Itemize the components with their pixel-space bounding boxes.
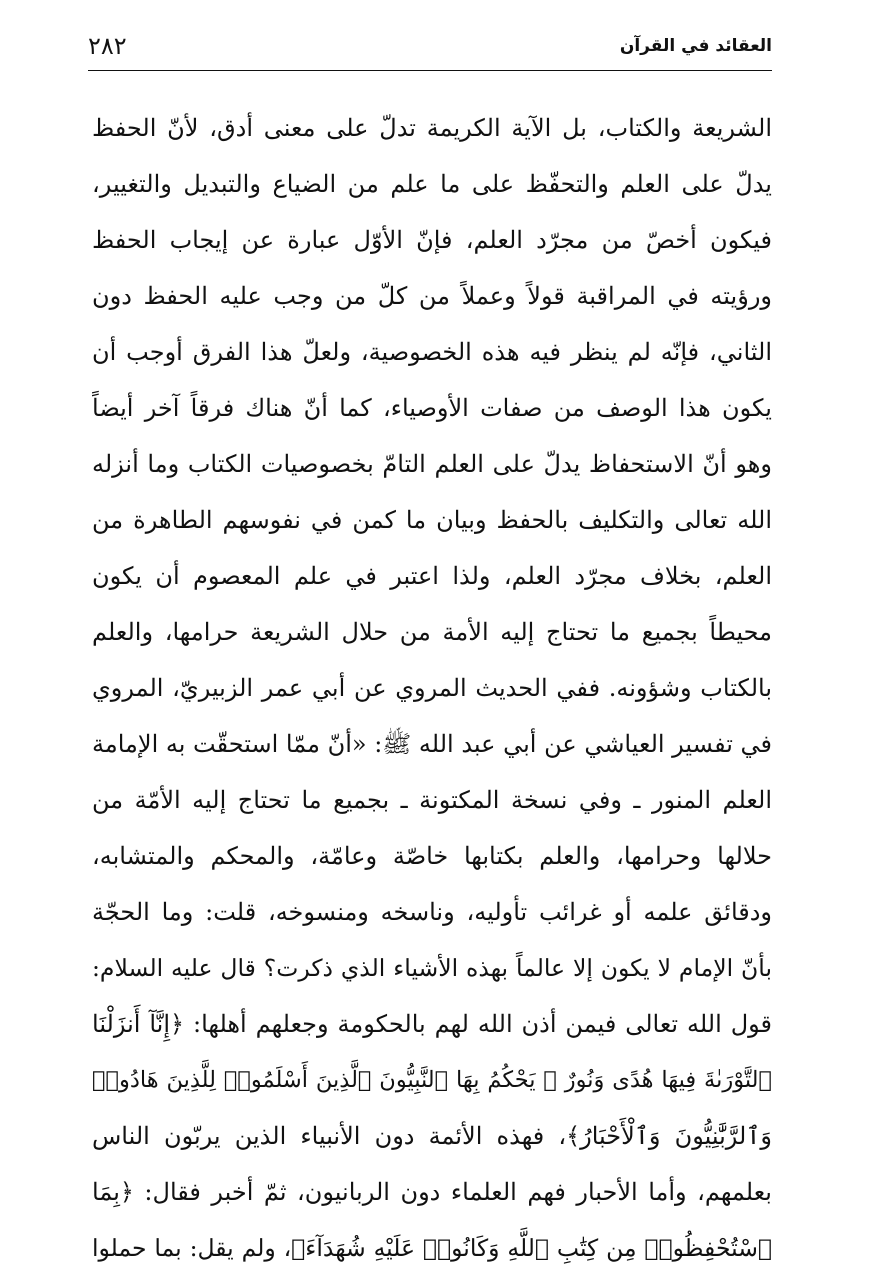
text-line: وَٱلرَّبَّٰنِيُّونَ وَٱلْأَحْبَارُ﴾، فهذه الأئمة دون الأنبياء الذين يربّون الناس (92, 1122, 772, 1150)
text-line: الله تعالى والتكليف بالحفظ وبيان ما كمن في نفوسهم الطاهرة من (92, 506, 772, 534)
text-line: الثاني، فإنّه لم ينظر فيه هذه الخصوصية، ولعلّ هذا الفرق أوجب أن (92, 338, 772, 366)
running-header (88, 30, 772, 68)
text-line: يكون هذا الوصف من صفات الأوصياء، كما أنّ هناك فرقاً آخر أيضاً (92, 394, 772, 422)
text-line: يدلّ على العلم والتحفّظ على ما علم من الضياع والتبديل والتغيير، (92, 170, 772, 198)
text-line: الشريعة والكتاب، بل الآية الكريمة تدلّ على معنى أدق، لأنّ الحفظ (92, 114, 772, 142)
text-line: ٱسْتُحْفِظُوا۟ مِن كِتَٰبِ ٱللَّهِ وَكَانُوا۟ عَلَيْهِ شُهَدَآءَ﴾، ولم يقل: بما حملوا (92, 1234, 772, 1262)
text-line: العلم المنور ـ وفي نسخة المكتونة ـ بجميع ما تحتاج إليه الأمّة من (92, 786, 772, 814)
page-number: ٢٨٢ (88, 32, 127, 60)
text-line: بأنّ الإمام لا يكون إلا عالماً بهذه الأشياء الذي ذكرت؟ قال عليه السلام: (92, 954, 772, 982)
quran-verse-line: ٱلتَّوْرَىٰةَ فِيهَا هُدًى وَنُورٌ ۚ يَحْكُمُ بِهَا ٱلنَّبِيُّونَ ٱلَّذِينَ أَسْلَمُوا۟ لِلَّذِينَ هَادُوا۟ (92, 1067, 772, 1093)
body-text (92, 100, 772, 1276)
text-line: حلالها وحرامها، والعلم بكتابها خاصّة وعامّة، والمحكم والمتشابه، (92, 842, 772, 870)
text-line: في تفسير العياشي عن أبي عبد الله ﷺ: «أنّ ممّا استحقّت به الإمامة (92, 730, 772, 758)
text-line: بعلمهم، وأما الأحبار فهم العلماء دون الربانيون، ثمّ أخبر فقال: ﴿بِمَا (92, 1178, 772, 1206)
text-line: فيكون أخصّ من مجرّد العلم، فإنّ الأوّل عبارة عن إيجاب الحفظ (92, 226, 772, 254)
text-line: بالكتاب وشؤونه. ففي الحديث المروي عن أبي عمر الزبيريّ، المروي (92, 674, 772, 702)
header-divider (88, 70, 772, 71)
text-line: قول الله تعالى فيمن أذن الله لهم بالحكومة وجعلهم أهلها: ﴿إِنَّآ أَنزَلْنَا (92, 1010, 772, 1038)
text-line: العلم، بخلاف مجرّد العلم، ولذا اعتبر في علم المعصوم أن يكون (92, 562, 772, 590)
text-line: ودقائق علمه أو غرائب تأوليه، وناسخه ومنسوخه، قلت: وما الحجّة (92, 898, 772, 926)
book-title: العقائد في القرآن (619, 36, 772, 56)
text-line: ورؤيته في المراقبة قولاً وعملاً من كلّ من وجب عليه الحفظ دون (92, 282, 772, 310)
text-line: محيطاً بجميع ما تحتاج إليه الأمة من حلال الشريعة حرامها، والعلم (92, 618, 772, 646)
text-line: وهو أنّ الاستحفاظ يدلّ على العلم التامّ بخصوصيات الكتاب وما أنزله (92, 450, 772, 478)
